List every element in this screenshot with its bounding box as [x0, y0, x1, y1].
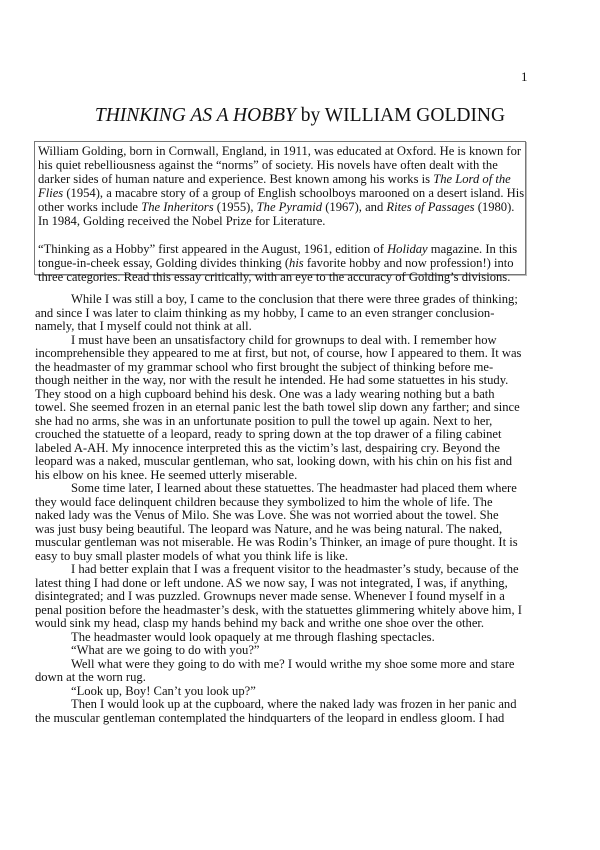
body-line: While I was still a boy, I came to the conclusion that there were three grades of thinking; — [71, 292, 518, 306]
intro-text: (1955), — [213, 200, 257, 214]
intro-text: other works include — [38, 200, 142, 214]
body-line: I had better explain that I was a frequent visitor to the headmaster’s study, because of the — [71, 562, 519, 576]
italic-title-text: The Lord of the — [433, 172, 511, 186]
body-line: and since I was later to claim thinking as my hobby, I came to an even stranger conclusion- — [35, 305, 495, 320]
body-line: They stood on a high cupboard behind his desk. One was a lady wearing nothing but a bath — [35, 386, 495, 401]
paragraph-gap — [38, 228, 525, 242]
body-line: I must have been an unsatisfactory child for grownups to deal with. I remember how — [71, 332, 497, 347]
body-line: incomprehensible they appeared to me at first, but not, of course, how I appeared to them. It was — [35, 346, 522, 360]
intro-line — [38, 144, 525, 158]
body-line: Some time later, I learned about these statuettes. The headmaster had placed them where — [71, 481, 517, 495]
intro-line — [38, 256, 525, 270]
intro-text: (1954), a macabre story of a group of English schoolboys marooned on a desert island. His — [63, 186, 525, 200]
body-line: the headmaster of my grammar school who first brought the subject of thinking before me- — [35, 359, 494, 374]
body-line: towel. She seemed frozen in an eternal panic lest the bath towel slip down any farther; and since — [35, 400, 520, 414]
italic-title-text: The Inheritors — [141, 200, 214, 214]
body-line: was just busy being beautiful. The leopard was Nature, and he was being natural. The naked, — [35, 521, 503, 536]
body-line: “What are we going to do with you?” — [71, 643, 260, 657]
title-essay-name: THINKING AS A HOBBY — [94, 105, 296, 126]
intro-text: tongue-in-cheek essay, Golding divides thinking ( — [38, 256, 290, 270]
italic-title-text: The Pyramid — [256, 200, 323, 214]
intro-text: his quiet rebelliousness against the “norms” of society. His novels have often dealt with the — [38, 158, 498, 172]
intro-text: magazine. In this — [427, 242, 518, 256]
body-line: Well what were they going to do with me? I would writhe my shoe some more and stare — [71, 656, 515, 671]
body-line: Then I would look up at the cupboard, where the naked lady was frozen in her panic and — [71, 697, 517, 711]
body-line: his elbow on his knee. He seemed utterly miserable. — [35, 467, 298, 482]
intro-text: darker sides of human nature and experience. Best known among his works is — [38, 172, 434, 186]
italic-title-text: Flies — [38, 186, 64, 200]
intro-line — [38, 172, 525, 186]
intro-line — [38, 158, 525, 172]
body-line: they would face delinquent children because they symbolized to him the whole of life. The — [35, 494, 493, 509]
intro-line — [38, 242, 525, 256]
intro-line — [38, 200, 525, 214]
intro-text: In 1984, Golding received the Nobel Prize for Literature. — [38, 214, 326, 228]
intro-text: three categories. Read this essay critically, with an eye to the accuracy of Golding’s divisions. — [38, 270, 511, 284]
intro-text: (1967), and — [322, 200, 387, 214]
body-line: The headmaster would look opaquely at me through flashing spectacles. — [71, 629, 435, 644]
body-line: she had no arms, she was in an unfortunate position to pull the towel up again. Next to her, — [35, 413, 493, 428]
title-author: by WILLIAM GOLDING — [295, 105, 506, 126]
intro-text: William Golding, born in Cornwall, England, in 1911, was educated at Oxford. He is known for — [38, 144, 522, 158]
page-title — [0, 105, 600, 127]
intro-line — [38, 186, 525, 200]
body-line: penal position before the headmaster’s desk, with the statuettes glimmering whitely above him, I — [35, 602, 522, 617]
body-line: would sink my head, clasp my hands behind my back and writhe one shoe over the other. — [35, 616, 485, 630]
body-line: easy to buy small plaster models of what you think life is like. — [35, 548, 349, 563]
italic-title-text: Holiday — [387, 242, 428, 256]
essay-body — [35, 293, 535, 725]
intro-text: favorite hobby and now profession!) into — [303, 256, 514, 270]
body-line: naked lady was the Venus of Milo. She was Love. She was not worried about the towel. She — [35, 508, 499, 522]
body-line: leopard was a naked, muscular gentleman, who sat, looking down, with his chin on his fist and — [35, 454, 513, 468]
page-number: 1 — [521, 69, 528, 84]
body-line: disintegrated; and I was puzzled. Grownups never made sense. Whenever I found myself in a — [35, 589, 505, 603]
body-line: the muscular gentleman contemplated the hindquarters of the leopard in endless gloom. I had — [35, 710, 505, 725]
body-line: namely, that I myself could not think at all. — [35, 319, 252, 333]
body-line: muscular gentleman was not miserable. He was Rodin’s Thinker, an image of pure thought. It is — [35, 535, 518, 549]
italic-title-text: Rites of Passages — [386, 200, 475, 214]
intro-text: “Thinking as a Hobby” first appeared in the August, 1961, edition of — [38, 242, 388, 256]
body-line: labeled A-AH. My innocence interpreted this as the victim’s last, despairing cry. Beyond the — [35, 440, 501, 455]
body-line: crouched the statuette of a leopard, ready to spring down at the top drawer of a filing cabinet — [35, 427, 502, 441]
intro-text: (1980). — [474, 200, 515, 214]
body-line: down at the worn rug. — [35, 670, 146, 684]
body-line: “Look up, Boy! Can’t you look up?” — [71, 683, 256, 698]
intro-box — [34, 141, 526, 284]
body-line: though neither in the way, nor with the result he intended. He had some statuettes in his study. — [35, 373, 509, 387]
italic-title-text: his — [289, 256, 304, 270]
intro-line — [38, 270, 525, 284]
body-line: latest thing I had done or left undone. AS we now say, I was not integrated, I was, if anything, — [35, 575, 508, 590]
intro-line — [38, 214, 525, 228]
